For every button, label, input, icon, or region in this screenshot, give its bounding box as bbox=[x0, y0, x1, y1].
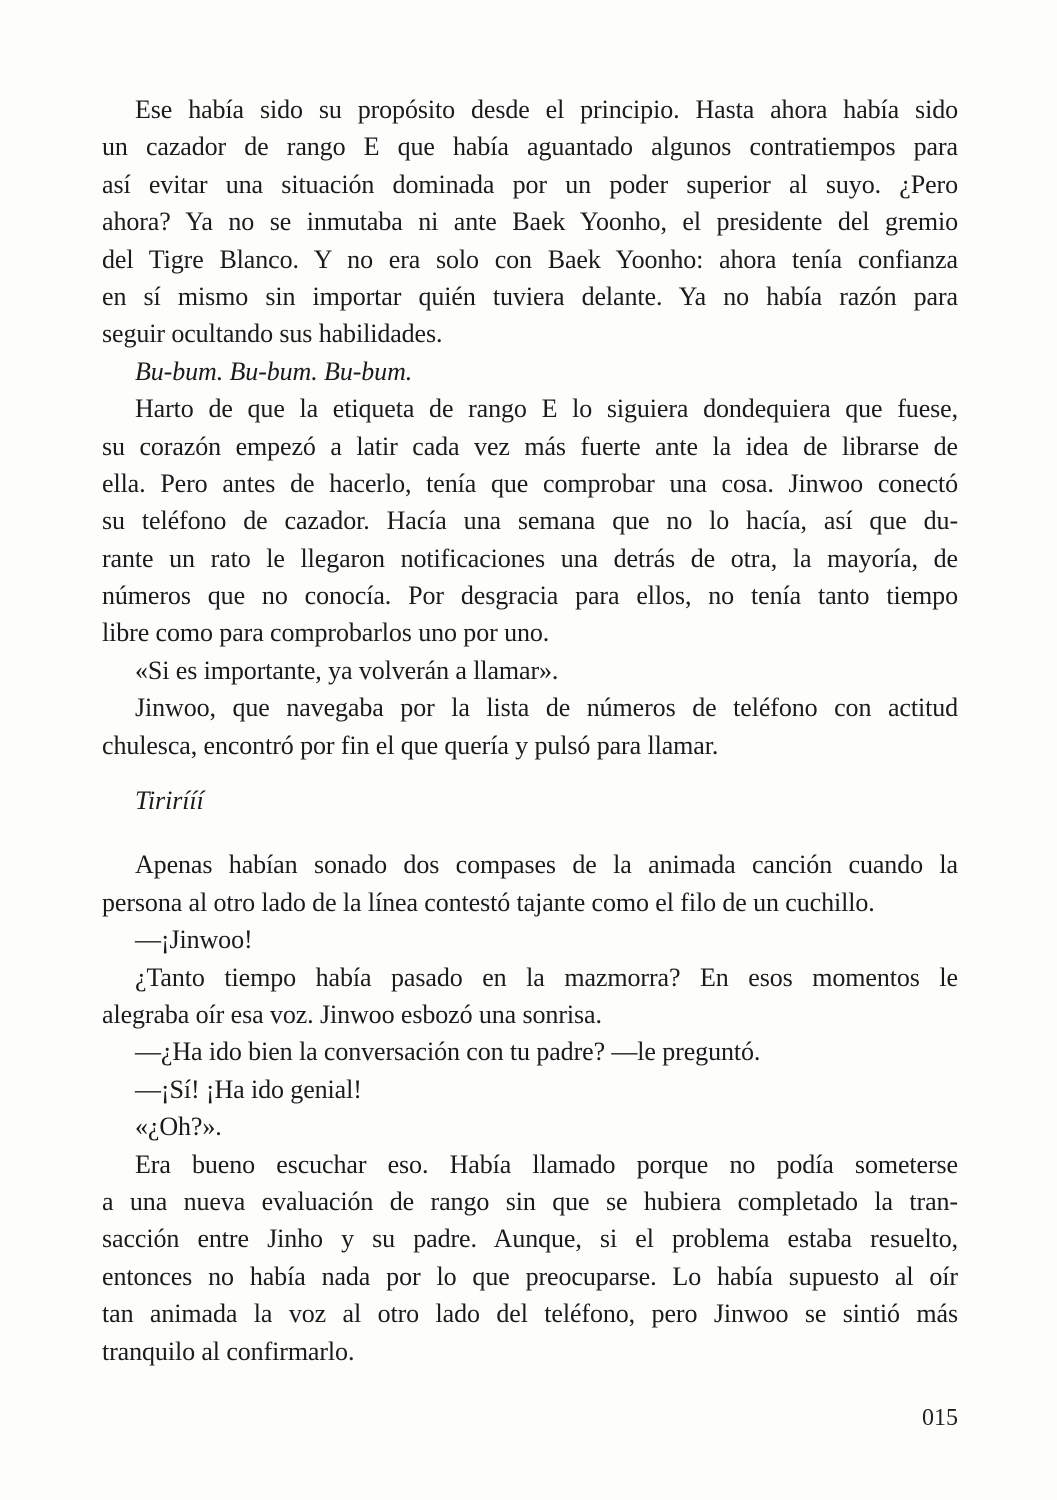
text-line: rante un rato le llegaron notificaciones una detrás de otra, la mayoría, de bbox=[102, 543, 958, 573]
text-line: del Tigre Blanco. Y no era solo con Baek Yoonho: ahora tenía confianza bbox=[102, 244, 958, 274]
text-line: un cazador de rango E que había aguantado algunos contratiempos para bbox=[102, 132, 958, 162]
text-block bbox=[102, 91, 958, 1370]
paragraph bbox=[102, 1071, 958, 1108]
text-line: sacción entre Jinho y su padre. Aunque, si el problema estaba resuelto, bbox=[102, 1224, 958, 1254]
paragraph bbox=[102, 846, 958, 921]
paragraph bbox=[102, 652, 958, 689]
text-line: —¿Ha ido bien la conversación con tu padre? —le preguntó. bbox=[135, 1037, 761, 1067]
text-line: Harto de que la etiqueta de rango E lo siguiera dondequiera que fuese, bbox=[135, 394, 958, 424]
text-line: ella. Pero antes de hacerlo, tenía que comprobar una cosa. Jinwoo conectó bbox=[102, 468, 958, 498]
paragraph bbox=[102, 91, 958, 353]
paragraph bbox=[102, 689, 958, 764]
text-line: su teléfono de cazador. Hacía una semana que no lo hacía, así que du- bbox=[102, 506, 958, 536]
text-line: su corazón empezó a latir cada vez más fuerte ante la idea de librarse de bbox=[102, 431, 958, 461]
paragraph bbox=[102, 959, 958, 1034]
text-line: —¡Sí! ¡Ha ido genial! bbox=[135, 1074, 362, 1104]
text-line: persona al otro lado de la línea contestó tajante como el filo de un cuchillo. bbox=[102, 887, 875, 917]
text-line: «¿Oh?». bbox=[135, 1112, 222, 1142]
paragraph bbox=[102, 390, 958, 652]
text-line: libre como para comprobarlos uno por uno. bbox=[102, 618, 550, 648]
page-number: 015 bbox=[922, 1405, 958, 1431]
text-line: números que no conocía. Por desgracia para ellos, no tenía tanto tiempo bbox=[102, 581, 958, 611]
text-line: seguir ocultando sus habilidades. bbox=[102, 319, 443, 349]
text-line: ahora? Ya no se inmutaba ni ante Baek Yoonho, el presidente del gremio bbox=[102, 207, 958, 237]
text-line: tranquilo al confirmarlo. bbox=[102, 1336, 355, 1366]
text-line: ¿Tanto tiempo había pasado en la mazmorra? En esos momentos le bbox=[135, 962, 958, 992]
text-line: Jinwoo, que navegaba por la lista de números de teléfono con actitud bbox=[135, 693, 958, 723]
text-line: Era bueno escuchar eso. Había llamado porque no podía someterse bbox=[135, 1149, 958, 1179]
text-line: así evitar una situación dominada por un poder superior al suyo. ¿Pero bbox=[102, 169, 958, 199]
text-line: a una nueva evaluación de rango sin que se hubiera completado la tran- bbox=[102, 1186, 958, 1216]
paragraph bbox=[102, 353, 958, 390]
paragraph bbox=[102, 921, 958, 958]
text-line: alegraba oír esa voz. Jinwoo esbozó una sonrisa. bbox=[102, 999, 602, 1029]
text-line: Ese había sido su propósito desde el principio. Hasta ahora había sido bbox=[135, 95, 958, 124]
paragraph bbox=[102, 1108, 958, 1145]
text-line: —¡Jinwoo! bbox=[135, 925, 253, 955]
text-line: en sí mismo sin importar quién tuviera delante. Ya no había razón para bbox=[102, 281, 958, 311]
text-line: «Si es importante, ya volverán a llamar». bbox=[135, 655, 559, 685]
paragraph bbox=[102, 1146, 958, 1370]
text-line: Bu-bum. Bu-bum. Bu-bum. bbox=[135, 356, 413, 386]
paragraph bbox=[102, 782, 958, 819]
text-line: tan animada la voz al otro lado del teléfono, pero Jinwoo se sintió más bbox=[102, 1299, 958, 1329]
paragraph bbox=[102, 1033, 958, 1070]
text-line: chulesca, encontró por fin el que quería y pulsó para llamar. bbox=[102, 730, 719, 760]
text-line: Tirirííí bbox=[135, 786, 204, 816]
text-line: entonces no había nada por lo que preocuparse. Lo había supuesto al oír bbox=[102, 1261, 958, 1291]
text-line: Apenas habían sonado dos compases de la animada canción cuando la bbox=[135, 850, 958, 880]
